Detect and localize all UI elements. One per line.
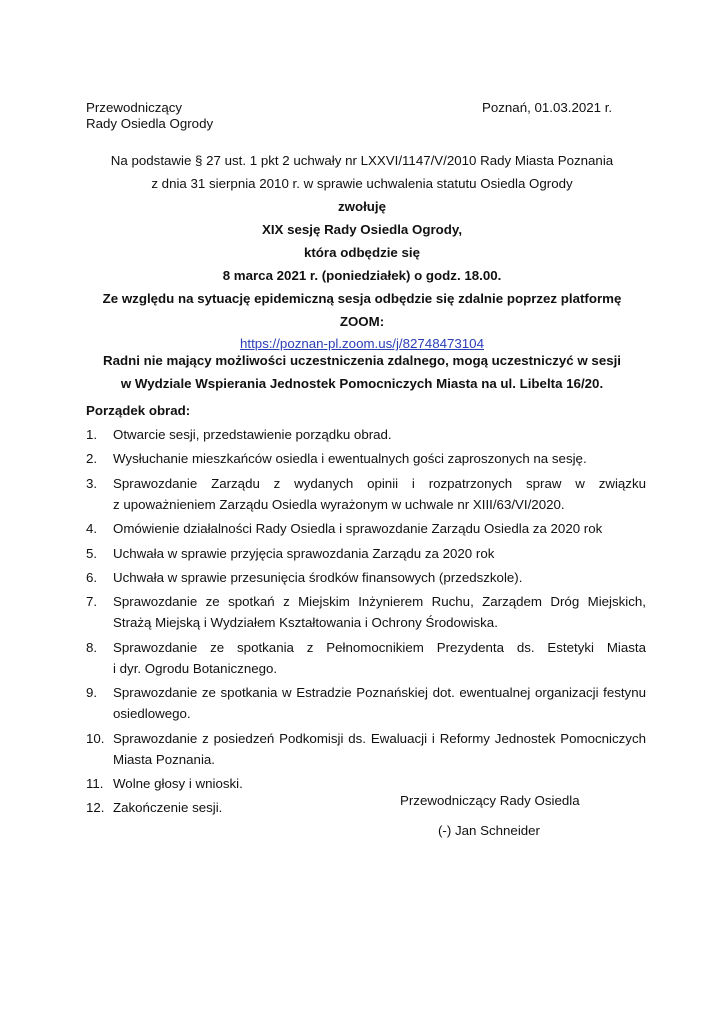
- agenda-item-number: 2.: [86, 451, 98, 467]
- agenda-item-number: 4.: [86, 521, 98, 537]
- agenda-item-text: Sprawozdanie ze spotkań z Miejskim Inżynierem Ruchu, Zarządem Dróg Miejskich,: [113, 594, 646, 610]
- agenda-item-text: Uchwała w sprawie przesunięcia środków finansowych (przedszkole).: [113, 569, 523, 585]
- session-date-time: 8 marca 2021 r. (poniedziałek) o godz. 18.00.: [222, 268, 502, 283]
- agenda-item-number: 6.: [86, 569, 98, 585]
- sender-line-2: Rady Osiedla Ogrody: [86, 116, 214, 131]
- agenda-item-continuation: [86, 749, 646, 770]
- agenda-item: [86, 728, 646, 749]
- agenda-item-text: i dyr. Ogrodu Botanicznego.: [113, 660, 278, 676]
- which-text: która odbędzie się: [303, 245, 420, 260]
- agenda-item-number: 5.: [86, 545, 98, 561]
- legal-basis-line-2: z dnia 31 sierpnia 2010 r. w sprawie uchwalenia statutu Osiedla Ogrody: [151, 176, 573, 191]
- agenda-item: [86, 567, 646, 588]
- agenda-item: [86, 543, 646, 564]
- agenda-item-continuation: [86, 494, 646, 515]
- place-date: Poznań, 01.03.2021 r.: [482, 100, 613, 115]
- session-title: XIX sesję Rady Osiedla Ogrody,: [261, 222, 463, 237]
- agenda-item-text: Sprawozdanie ze spotkania w Estradzie Poznańskiej dot. ewentualnej organizacji festynu: [113, 685, 646, 701]
- agenda-item-number: 7.: [86, 594, 98, 610]
- agenda-item-continuation: [86, 612, 646, 633]
- agenda-item-continuation: [86, 703, 646, 724]
- agenda-item-continuation: [86, 658, 646, 679]
- convene-text: zwołuję: [337, 199, 387, 214]
- agenda-item-number: 8.: [86, 639, 98, 655]
- onsite-notice-line-2: w Wydziale Wspierania Jednostek Pomocniczych Miasta na ul. Libelta 16/20.: [120, 376, 604, 391]
- signature-title: Przewodniczący Rady Osiedla: [400, 793, 580, 808]
- agenda-item-text: z upoważnieniem Zarządu Osiedla wyrażonym w uchwale nr XIII/63/VI/2020.: [113, 496, 565, 512]
- agenda-item: [86, 637, 646, 658]
- agenda-item-text: Uchwała w sprawie przyjęcia sprawozdania Zarządu za 2020 rok: [113, 545, 495, 561]
- agenda-item-number: 9.: [86, 685, 98, 701]
- zoom-meeting-link[interactable]: https://poznan-pl.zoom.us/j/82748473104: [240, 336, 484, 351]
- agenda-item-text: Omówienie działalności Rady Osiedla i sprawozdanie Zarządu Osiedla za 2020 rok: [113, 521, 603, 537]
- agenda-item-text: Sprawozdanie z posiedzeń Podkomisji ds. Ewaluacji i Reformy Jednostek Pomocniczych: [113, 730, 646, 746]
- agenda-item-text: Sprawozdanie Zarządu z wydanych opinii i rozpatrzonych spraw w związku: [113, 475, 646, 491]
- agenda-item-number: 11.: [86, 775, 104, 791]
- signature-name: (-) Jan Schneider: [438, 823, 540, 838]
- agenda-item-text: Otwarcie sesji, przedstawienie porządku obrad.: [113, 427, 392, 442]
- agenda-item: [86, 773, 646, 794]
- agenda-item-text: Sprawozdanie ze spotkania z Pełnomocnikiem Prezydenta ds. Estetyki Miasta: [113, 639, 646, 655]
- agenda-item-number: 1.: [86, 427, 98, 442]
- agenda-item-number: 10.: [86, 730, 105, 746]
- agenda-item-text: Wysłuchanie mieszkańców osiedla i ewentualnych gości zaproszonych na sesję.: [113, 451, 587, 467]
- agenda-item-number: 3.: [86, 475, 98, 491]
- agenda-item-text: Miasta Poznania.: [113, 751, 215, 767]
- agenda-title: Porządek obrad:: [86, 403, 191, 418]
- agenda-item-text: osiedlowego.: [113, 706, 191, 722]
- agenda-item: [86, 518, 646, 539]
- sender-line-1: Przewodniczący: [86, 100, 183, 115]
- agenda-item: [86, 682, 646, 703]
- onsite-notice-line-1: Radni nie mający możliwości uczestniczenia zdalnego, mogą uczestniczyć w sesji: [102, 353, 621, 368]
- remote-notice-line-1: Ze względu na sytuację epidemiczną sesja odbędzie się zdalnie poprzez platformę: [102, 291, 622, 306]
- agenda-item-text: Strażą Miejską i Wydziałem Kształtowania i Ochrony Środowiska.: [113, 615, 498, 631]
- agenda-item-text: Wolne głosy i wnioski.: [113, 775, 243, 791]
- agenda-item-number: 12.: [86, 800, 105, 816]
- agenda-item-text: Zakończenie sesji.: [113, 800, 223, 816]
- agenda-list: [86, 424, 646, 822]
- agenda-item: [86, 448, 646, 469]
- agenda-item: [86, 591, 646, 612]
- remote-notice-line-2: ZOOM:: [339, 314, 385, 329]
- agenda-item: [86, 424, 646, 445]
- agenda-item: [86, 473, 646, 494]
- legal-basis-line-1: Na podstawie § 27 ust. 1 pkt 2 uchwały nr LXXVI/1147/V/2010 Rady Miasta Poznania: [110, 153, 614, 168]
